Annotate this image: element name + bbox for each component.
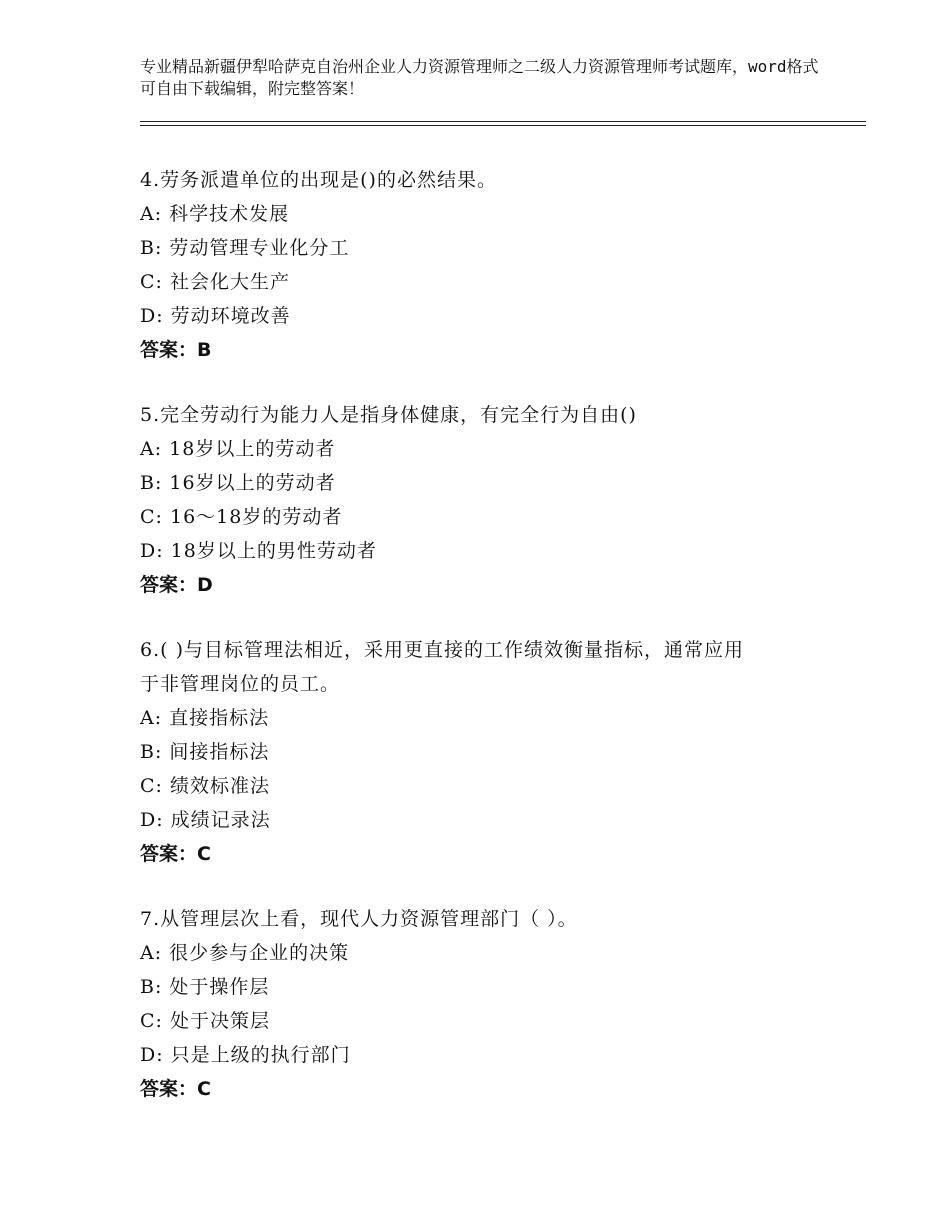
option-a: A: 直接指标法 [140,707,270,729]
option-a: A: 18岁以上的劳动者 [140,438,336,460]
question-stem: 4.劳务派遣单位的出现是()的必然结果。 [140,169,497,191]
option-d: D: 只是上级的执行部门 [140,1044,351,1066]
option-c: C: 绩效标准法 [140,775,270,797]
question-stem-continued: 于非管理岗位的员工。 [140,673,341,695]
option-a: A: 科学技术发展 [140,203,290,225]
option-b: B: 劳动管理专业化分工 [140,237,350,259]
question-stem: 6.( )与目标管理法相近，采用更直接的工作绩效衡量指标，通常应用 [140,639,744,661]
question-7 [140,902,860,1106]
option-c: C: 社会化大生产 [140,271,290,293]
document-header [140,56,830,100]
option-d: D: 18岁以上的男性劳动者 [140,540,377,562]
answer-label: 答案：C [140,1078,211,1100]
option-b: B: 16岁以上的劳动者 [140,472,336,494]
option-b: B: 间接指标法 [140,741,270,763]
header-divider-bottom [140,125,866,126]
question-4 [140,163,860,367]
option-d: D: 成绩记录法 [140,809,271,831]
option-c: C: 16～18岁的劳动者 [140,506,343,528]
header-divider-top [140,121,866,122]
answer-label: 答案：B [140,339,212,361]
question-stem: 5.完全劳动行为能力人是指身体健康，有完全行为自由() [140,404,637,426]
option-d: D: 劳动环境改善 [140,305,291,327]
question-5 [140,398,860,602]
option-b: B: 处于操作层 [140,976,270,998]
option-c: C: 处于决策层 [140,1010,270,1032]
question-list [140,163,860,1137]
answer-label: 答案：D [140,574,213,596]
question-stem: 7.从管理层次上看，现代人力资源管理部门（ ）。 [140,908,578,930]
answer-label: 答案：C [140,843,211,865]
option-a: A: 很少参与企业的决策 [140,942,350,964]
document-title: 专业精品新疆伊犁哈萨克自治州企业人力资源管理师之二级人力资源管理师考试题库，word格式可自由下载编辑，附完整答案！ [140,57,819,98]
question-6 [140,633,860,871]
